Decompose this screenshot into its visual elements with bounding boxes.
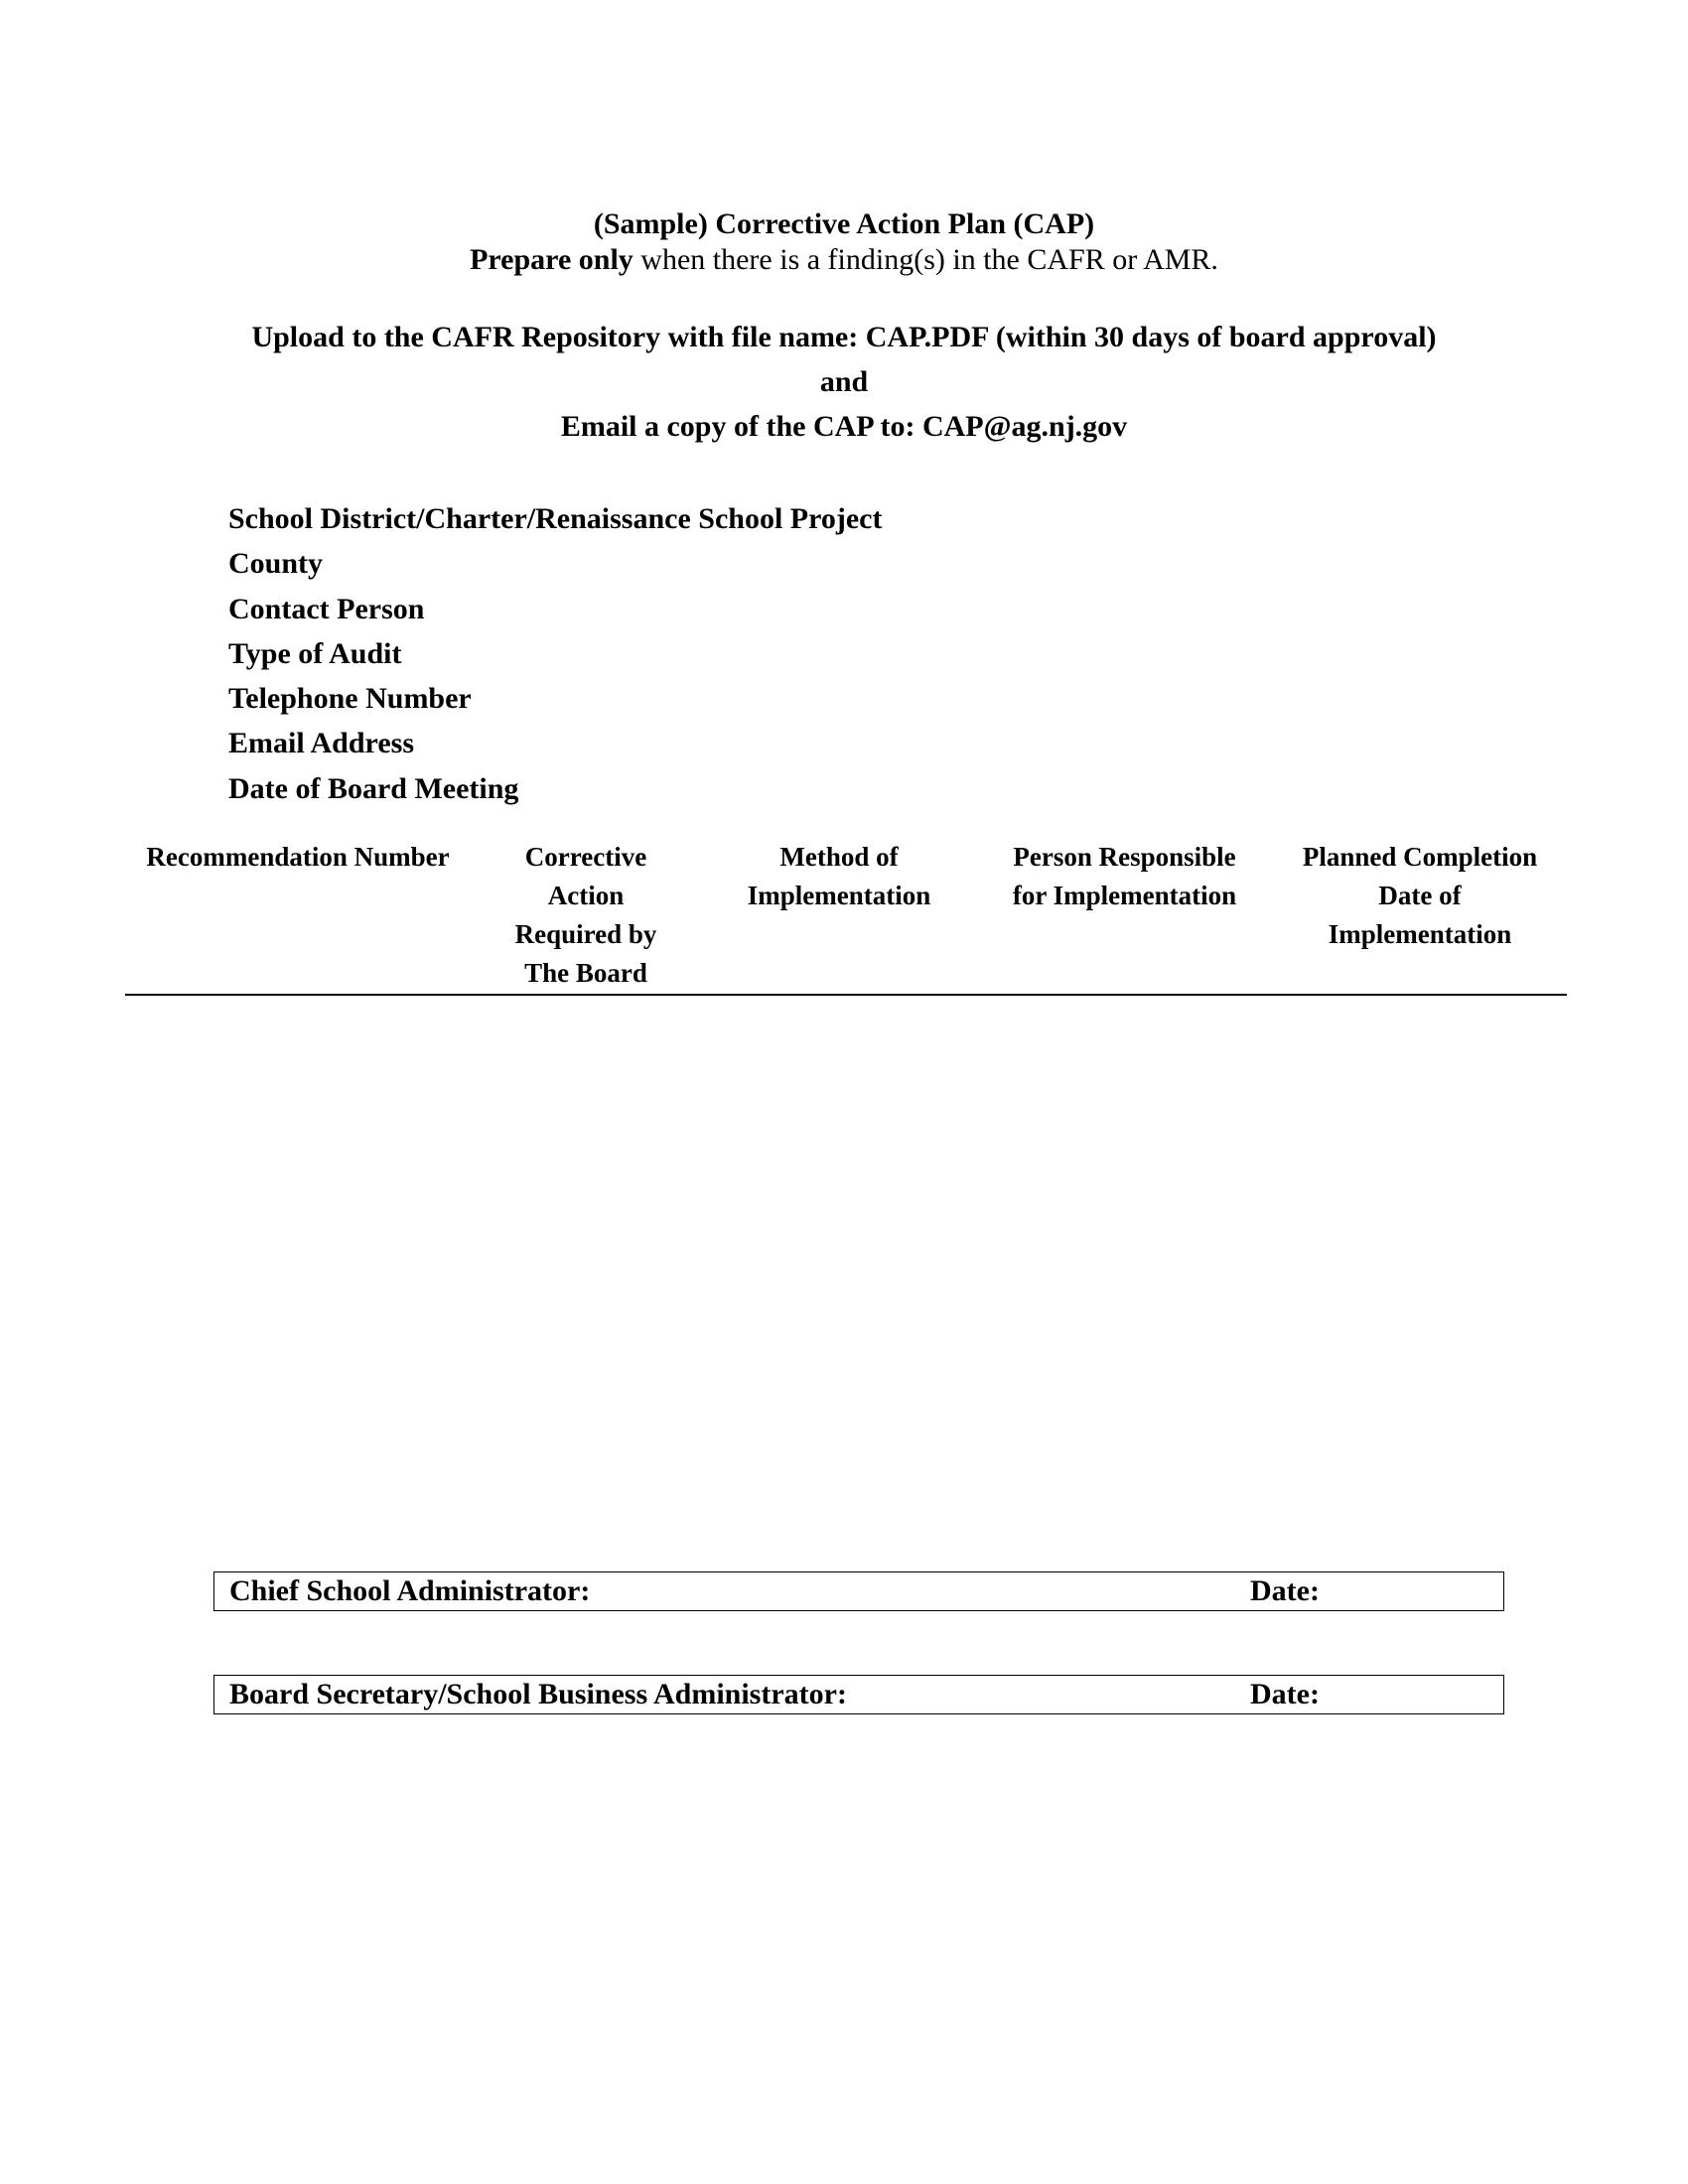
- field-telephone: Telephone Number: [228, 682, 472, 716]
- and-connector: and: [819, 365, 869, 398]
- column-header-recommendation: Recommendation Number: [146, 842, 450, 872]
- instruction-text: when there is a finding(s) in the CAFR or AMR.: [633, 243, 1218, 276]
- field-county: County: [228, 547, 324, 581]
- field-contact-person: Contact Person: [228, 592, 425, 625]
- info-fields: [228, 496, 883, 811]
- email-instruction: Email a copy of the CAP to: CAP@ag.nj.gov: [560, 410, 1128, 443]
- field-board-meeting-date: Date of Board Meeting: [228, 771, 519, 805]
- board-secretary-signature-box[interactable]: [213, 1675, 1504, 1714]
- upload-instruction: Upload to the CAFR Repository with file name: CAP.PDF (within 30 days of board approval): [251, 321, 1437, 353]
- column-header-person-responsible: Person Responsible for Implementation: [1012, 842, 1237, 910]
- column-header-completion-date: Planned Completion Date of Implementation: [1302, 842, 1538, 949]
- document-title: (Sample) Corrective Action Plan (CAP): [593, 207, 1095, 240]
- instruction-line: [0, 242, 1688, 278]
- instruction-emphasis: Prepare only: [470, 243, 633, 276]
- column-header-corrective-action: Corrective Action Required by The Board: [514, 842, 657, 988]
- table-header-divider: [125, 994, 1567, 996]
- column-header-method: Method of Implementation: [747, 842, 931, 910]
- chief-administrator-signature-box[interactable]: [213, 1571, 1504, 1611]
- field-school: School District/Charter/Renaissance School Project: [228, 502, 883, 535]
- chief-administrator-label: Chief School Administrator:: [229, 1574, 591, 1607]
- field-type-of-audit: Type of Audit: [228, 636, 402, 670]
- board-secretary-date-label: Date:: [1250, 1678, 1320, 1710]
- field-email: Email Address: [228, 727, 414, 760]
- chief-administrator-date-label: Date:: [1250, 1574, 1320, 1607]
- board-secretary-label: Board Secretary/School Business Administrator:: [229, 1678, 847, 1710]
